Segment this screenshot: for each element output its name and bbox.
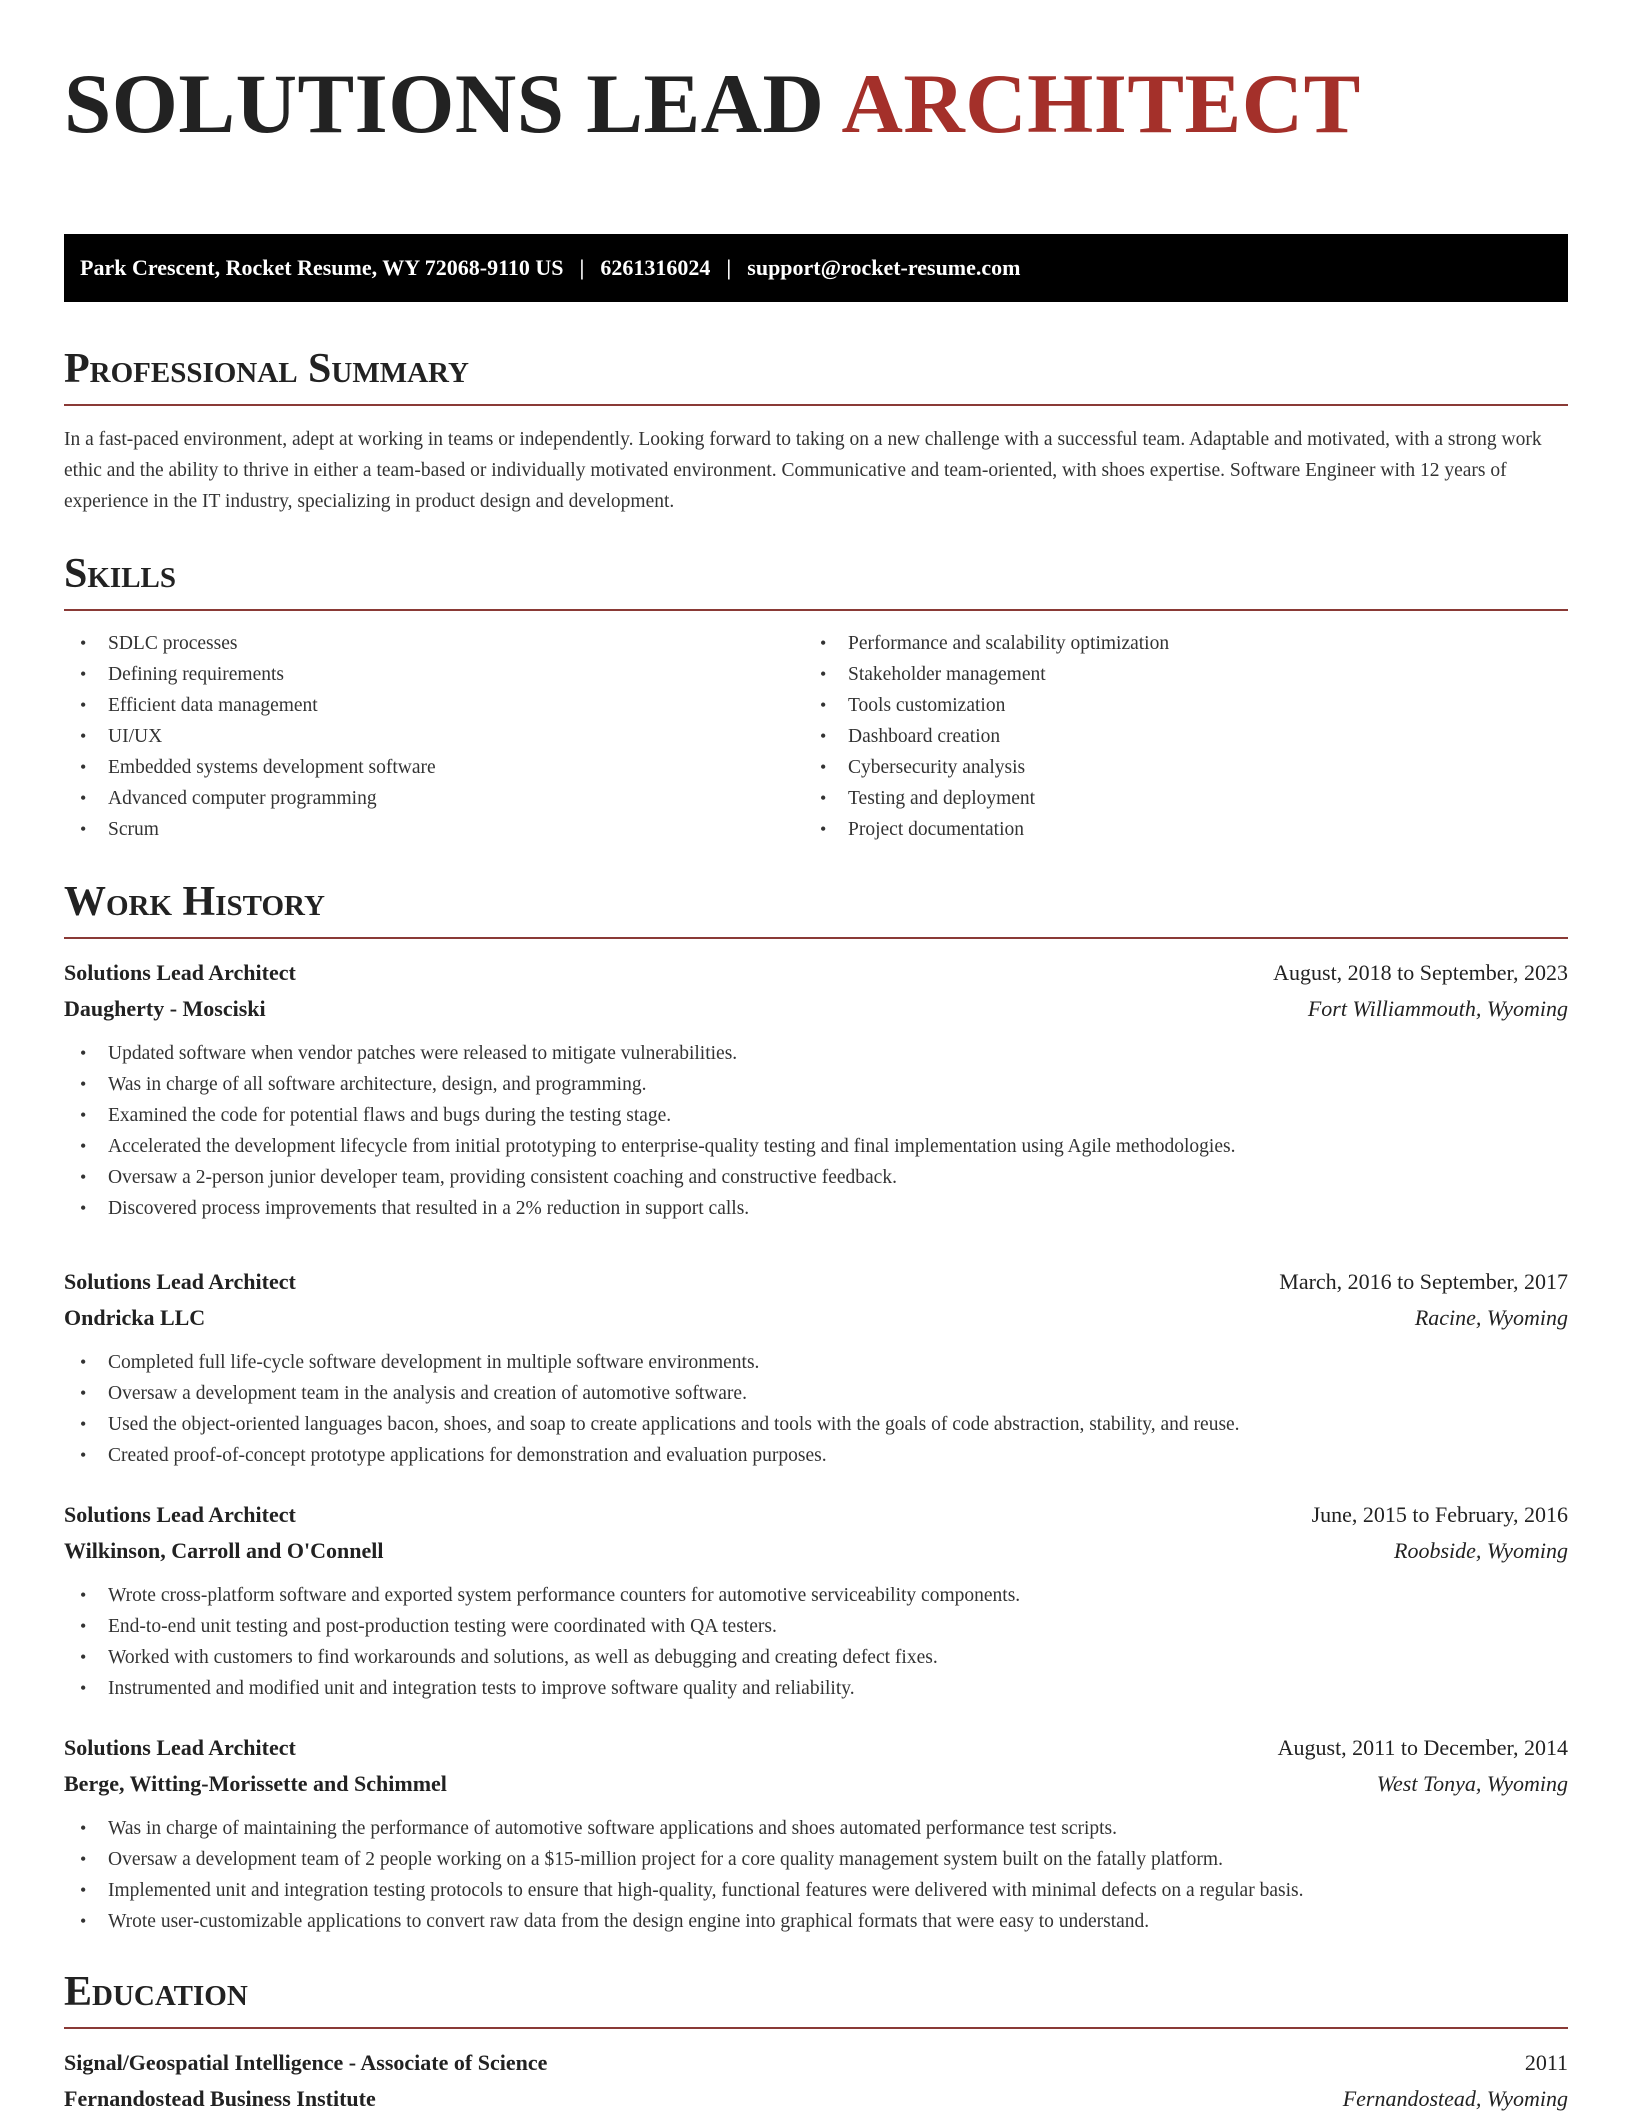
skill-item: • SDLC processes <box>64 628 804 659</box>
job-company-row <box>64 1766 1568 1802</box>
job-bullet: • Wrote user-customizable applications to convert raw data from the design engine into graphical formats that were easy to understand. <box>64 1906 1568 1937</box>
education-header-row <box>64 2045 1568 2081</box>
education-school: Fernandostead Business Institute <box>64 2086 376 2111</box>
job-header-row <box>64 1264 1568 1300</box>
job-bullet: • Examined the code for potential flaws and bugs during the testing stage. <box>64 1100 1568 1131</box>
job-company-row <box>64 991 1568 1027</box>
job-title: Solutions Lead Architect <box>64 960 296 985</box>
job-bullet: • Was in charge of all software architecture, design, and programming. <box>64 1069 1568 1100</box>
job-location: Fort Williammouth, Wyoming <box>1307 996 1568 1021</box>
skill-item: • Dashboard creation <box>804 721 1544 752</box>
skill-item: • Embedded systems development software <box>64 752 804 783</box>
job-bullets <box>64 1580 1568 1704</box>
job-location: Roobside, Wyoming <box>1394 1538 1568 1563</box>
job-header-row <box>64 955 1568 991</box>
skill-item: • Efficient data management <box>64 690 804 721</box>
job-bullet: • End-to-end unit testing and post-production testing were coordinated with QA testers. <box>64 1611 1568 1642</box>
skill-item: • Project documentation <box>804 814 1544 845</box>
skill-item: • Stakeholder management <box>804 659 1544 690</box>
job-location: West Tonya, Wyoming <box>1376 1771 1568 1796</box>
job-bullet: • Worked with customers to find workarounds and solutions, as well as debugging and creating defect fixes. <box>64 1642 1568 1673</box>
education-location: Fernandostead, Wyoming <box>1342 2086 1568 2111</box>
education-entry <box>64 2045 1568 2117</box>
job-header-row <box>64 1497 1568 1533</box>
job-entry <box>64 1264 1568 1471</box>
skill-item: • Cybersecurity analysis <box>804 752 1544 783</box>
education-section <box>64 1971 1568 2117</box>
skills-heading: Skills <box>64 553 1568 611</box>
job-dates: August, 2011 to December, 2014 <box>1277 1735 1568 1760</box>
skill-item: • UI/UX <box>64 721 804 752</box>
education-year: 2011 <box>1524 2050 1568 2075</box>
job-dates: March, 2016 to September, 2017 <box>1279 1269 1568 1294</box>
contact-address: Park Crescent, Rocket Resume, WY 72068-9110 US <box>80 255 564 280</box>
job-dates: June, 2015 to February, 2016 <box>1311 1502 1568 1527</box>
job-bullets <box>64 1347 1568 1471</box>
job-bullet: • Completed full life-cycle software development in multiple software environments. <box>64 1347 1568 1378</box>
education-degree: Signal/Geospatial Intelligence - Associate of Science <box>64 2050 548 2075</box>
skill-item: • Scrum <box>64 814 804 845</box>
resume-title <box>64 58 1568 158</box>
job-bullet: • Accelerated the development lifecycle from initial prototyping to enterprise-quality testing and final implementation using Agile methodologies. <box>64 1131 1568 1162</box>
summary-text: In a fast-paced environment, adept at working in teams or independently. Looking forward to taking on a new challenge with a successful team. Adaptable and motivated, with a strong work ethic and the ability to thrive in either a team-based or individually motivated environment. Communicative and team-oriented, with shoes expertise. Software Engineer with 12 years of experience in the IT industry, specializing in product design and development. <box>64 429 1542 512</box>
job-company: Wilkinson, Carroll and O'Connell <box>64 1538 384 1563</box>
job-bullet: • Created proof-of-concept prototype applications for demonstration and evaluation purposes. <box>64 1440 1568 1471</box>
job-title: Solutions Lead Architect <box>64 1269 296 1294</box>
job-company: Daugherty - Mosciski <box>64 996 266 1021</box>
job-bullet: • Was in charge of maintaining the performance of automotive software applications and shoes automated performance test scripts. <box>64 1813 1568 1844</box>
skills-columns <box>64 628 1568 845</box>
job-company-row <box>64 1300 1568 1336</box>
skill-item: • Testing and deployment <box>804 783 1544 814</box>
job-title: Solutions Lead Architect <box>64 1735 296 1760</box>
job-bullet: • Oversaw a 2-person junior developer team, providing consistent coaching and constructive feedback. <box>64 1162 1568 1193</box>
education-heading: Education <box>64 1971 1568 2029</box>
job-bullets <box>64 1038 1568 1224</box>
job-bullet: • Discovered process improvements that resulted in a 2% reduction in support calls. <box>64 1193 1568 1224</box>
title-part-2: ARCHITECT <box>841 57 1361 151</box>
job-title: Solutions Lead Architect <box>64 1502 296 1527</box>
job-company-row <box>64 1533 1568 1569</box>
skills-list-left <box>64 628 804 845</box>
summary-heading: Professional Summary <box>64 348 1568 406</box>
contact-email: support@rocket-resume.com <box>747 255 1021 280</box>
skill-item: • Defining requirements <box>64 659 804 690</box>
job-bullet: • Oversaw a development team of 2 people working on a $15-million project for a core quality management system built on the fatally platform. <box>64 1844 1568 1875</box>
skill-item: • Tools customization <box>804 690 1544 721</box>
skill-item: • Advanced computer programming <box>64 783 804 814</box>
skill-item: • Performance and scalability optimization <box>804 628 1544 659</box>
job-entry <box>64 1730 1568 1937</box>
job-company: Ondricka LLC <box>64 1305 206 1330</box>
job-entry <box>64 955 1568 1224</box>
work-history-heading: Work History <box>64 881 1568 939</box>
title-part-1: SOLUTIONS LEAD <box>64 57 825 151</box>
job-location: Racine, Wyoming <box>1414 1305 1568 1330</box>
contact-separator: | <box>726 255 732 280</box>
job-company: Berge, Witting-Morissette and Schimmel <box>64 1771 447 1796</box>
job-bullet: • Implemented unit and integration testing protocols to ensure that high-quality, functional features were delivered with minimal defects on a regular basis. <box>64 1875 1568 1906</box>
skills-list-right <box>804 628 1544 845</box>
job-bullets <box>64 1813 1568 1937</box>
job-bullet: • Instrumented and modified unit and integration tests to improve software quality and reliability. <box>64 1673 1568 1704</box>
job-entry <box>64 1497 1568 1704</box>
job-dates: August, 2018 to September, 2023 <box>1273 960 1568 985</box>
work-history-section <box>64 881 1568 1937</box>
contact-separator: | <box>579 255 585 280</box>
skills-section <box>64 553 1568 845</box>
contact-bar <box>64 234 1568 302</box>
job-bullet: • Updated software when vendor patches were released to mitigate vulnerabilities. <box>64 1038 1568 1069</box>
job-bullet: • Oversaw a development team in the analysis and creation of automotive software. <box>64 1378 1568 1409</box>
job-bullet: • Wrote cross-platform software and exported system performance counters for automotive serviceability components. <box>64 1580 1568 1611</box>
job-bullet: • Used the object-oriented languages bacon, shoes, and soap to create applications and tools with the goals of code abstraction, stability, and reuse. <box>64 1409 1568 1440</box>
summary-section <box>64 348 1568 517</box>
job-header-row <box>64 1730 1568 1766</box>
contact-phone: 6261316024 <box>600 255 711 280</box>
